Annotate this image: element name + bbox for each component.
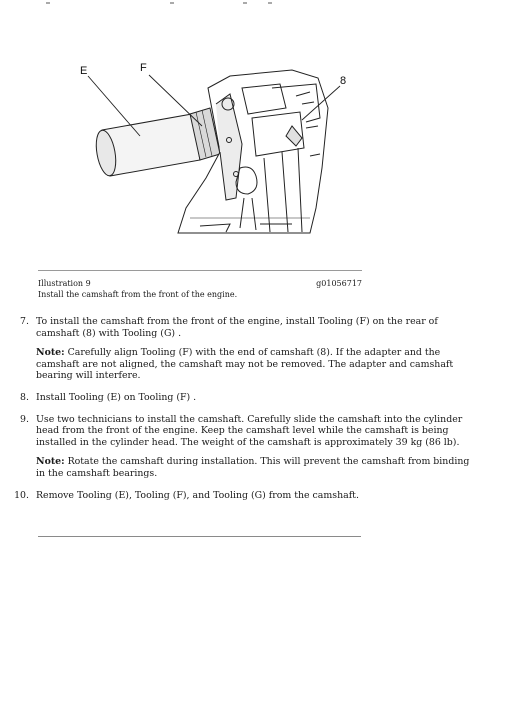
figure-caption bbox=[38, 278, 368, 300]
figure-rule bbox=[38, 270, 362, 271]
step-number: 7. bbox=[20, 316, 29, 327]
step-text: Install Tooling (E) on Tooling (F) . bbox=[36, 391, 197, 403]
note-label: Note: bbox=[36, 456, 65, 468]
tooling-e-cylinder bbox=[93, 114, 200, 177]
step-number: 9. bbox=[20, 413, 29, 425]
camshaft-installation-illustration bbox=[30, 48, 350, 268]
note-text: Rotate the camshaft during installation. This will prevent the camshaft from binding in the camshaft bearings. bbox=[36, 456, 470, 479]
caption-text: Install the camshaft from the front of the engine. bbox=[38, 290, 238, 299]
caption-figure-code: g01056717 bbox=[316, 279, 362, 288]
step-number: 8. bbox=[20, 391, 29, 403]
callout-8: 8 bbox=[340, 75, 347, 87]
step-note bbox=[36, 456, 474, 479]
section-end-rule bbox=[38, 536, 361, 537]
callout-e: E bbox=[80, 65, 88, 77]
page-top-marks bbox=[0, 0, 510, 8]
step-note bbox=[36, 347, 474, 382]
step-text: Use two technicians to install the camshaft. Carefully slide the camshaft into the cylinder head from the front of the engine. Keep the camshaft level while the camshaft is being installed in the cylinder head. The weight of the camshaft is approximately 39 kg (86 lb). bbox=[36, 413, 463, 448]
note-label: Note: bbox=[36, 347, 65, 359]
step-8 bbox=[0, 392, 510, 404]
note-text: Carefully align Tooling (F) with the end of camshaft (8). If the adapter and the camshaft are not aligned, the camshaft may not be removed. The adapter and camshaft bearing will interfere. bbox=[36, 347, 454, 382]
step-text: To install the camshaft from the front of the engine, install Tooling (F) on the rear of camshaft (8) with Tooling (G) . bbox=[36, 316, 438, 339]
procedure-steps bbox=[0, 316, 510, 511]
step-text: Remove Tooling (E), Tooling (F), and Tooling (G) from the camshaft. bbox=[36, 489, 359, 501]
step-7 bbox=[0, 316, 510, 382]
step-number: 10. bbox=[14, 489, 29, 501]
step-9 bbox=[0, 414, 510, 480]
caption-title: Illustration 9 bbox=[38, 279, 91, 288]
callout-f: F bbox=[140, 62, 147, 74]
step-10 bbox=[0, 490, 510, 502]
